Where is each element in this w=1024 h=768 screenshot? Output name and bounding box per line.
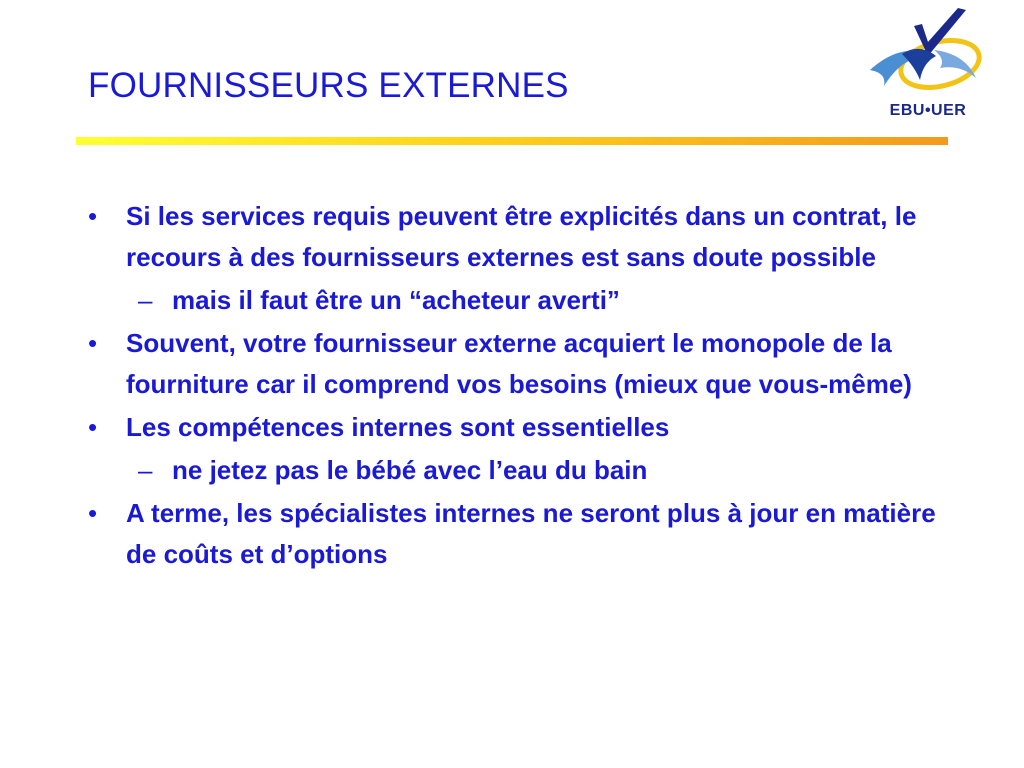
bullet-marker: • bbox=[88, 328, 98, 358]
ebu-uer-logo bbox=[862, 6, 994, 126]
bullet-marker: • bbox=[88, 201, 98, 231]
slide-body bbox=[86, 196, 966, 577]
bullet-item bbox=[86, 196, 926, 278]
bullet-text: Souvent, votre fournisseur externe acquiert le monopole de la fourniture car il comprend vos besoins (mieux que vous-même) bbox=[126, 328, 912, 399]
bullet-item bbox=[86, 407, 926, 448]
bullet-marker: • bbox=[88, 498, 98, 528]
sub-bullet-item bbox=[86, 450, 966, 491]
title-divider bbox=[76, 137, 948, 145]
slide-title: FOURNISSEURS EXTERNES bbox=[88, 66, 569, 105]
sub-bullet-text: mais il faut être un “acheteur averti” bbox=[172, 285, 620, 315]
bullet-text: A terme, les spécialistes internes ne seront plus à jour en matière de coûts et d’options bbox=[126, 498, 936, 569]
sub-bullet-text: ne jetez pas le bébé avec l’eau du bain bbox=[172, 455, 648, 485]
bullet-marker: • bbox=[88, 412, 98, 442]
sub-bullet-marker: – bbox=[138, 455, 153, 485]
bullet-text: Si les services requis peuvent être explicités dans un contrat, le recours à des fournisseurs externes est sans doute possible bbox=[126, 201, 917, 272]
bullet-item bbox=[86, 323, 926, 405]
sub-bullet-item bbox=[86, 280, 966, 321]
sub-bullet-marker: – bbox=[138, 285, 153, 315]
bullet-text: Les compétences internes sont essentielles bbox=[126, 412, 670, 442]
ebu-star-icon bbox=[862, 6, 994, 106]
bullet-item bbox=[86, 493, 966, 575]
logo-text: EBU•UER bbox=[889, 102, 967, 119]
